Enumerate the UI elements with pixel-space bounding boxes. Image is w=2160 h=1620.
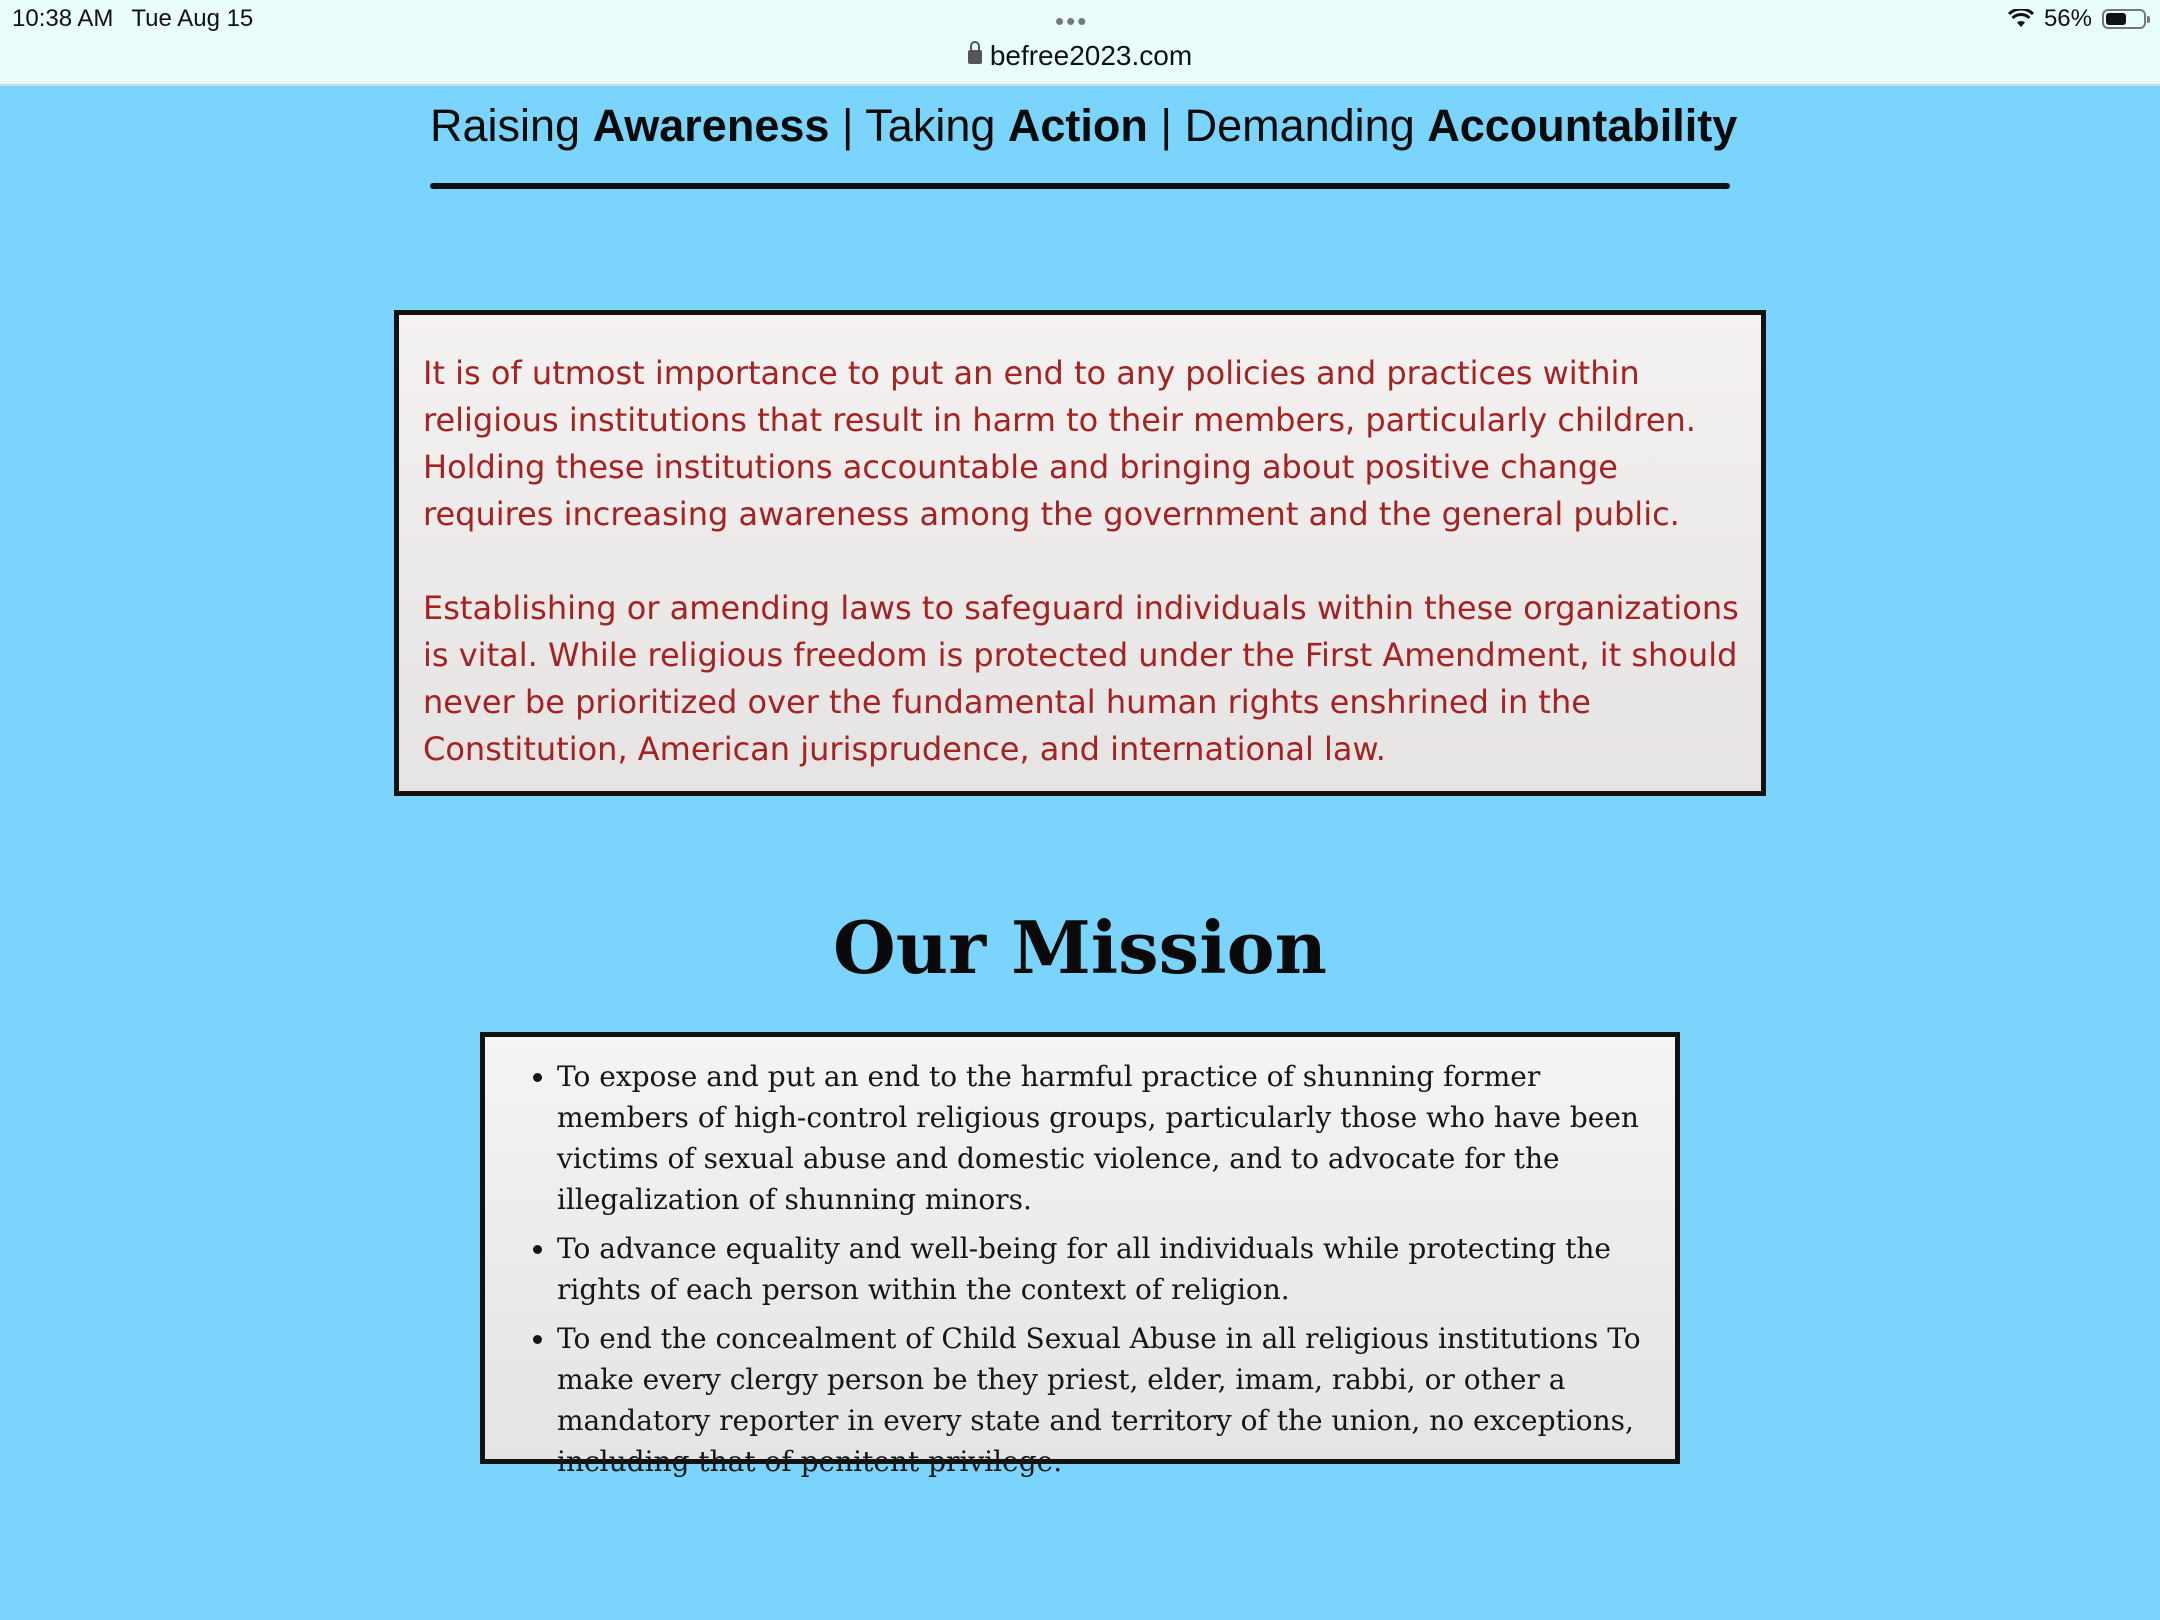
tagline-action: Action xyxy=(1007,100,1148,151)
status-indicators xyxy=(2008,5,2146,33)
more-dots-icon[interactable]: ••• xyxy=(1055,6,1089,36)
tagline-divider xyxy=(430,183,1730,189)
tagline-awareness: Awareness xyxy=(592,100,830,151)
tagline-taking: Taking xyxy=(865,100,1008,151)
lock-icon xyxy=(968,50,982,64)
tagline-demanding: Demanding xyxy=(1184,100,1428,151)
address-bar[interactable] xyxy=(0,40,2160,72)
mission-item: • To end the concealment of Child Sexual Abuse in all religious institutions To make every clergy person be they priest, elder, imam, rabbi, or other a mandatory reporter in every state and territory of the union, no exceptions, including that of penitent privilege. xyxy=(557,1318,1657,1482)
battery-icon xyxy=(2102,9,2146,29)
mission-list-box xyxy=(480,1032,1680,1478)
tagline-accountability: Accountability xyxy=(1427,100,1738,151)
url-text[interactable]: befree2023.com xyxy=(989,40,1193,71)
wifi-icon xyxy=(2008,9,2034,29)
battery-percent: 56% xyxy=(2043,5,2092,32)
battery-level-fill xyxy=(2106,13,2126,25)
intro-statement-box xyxy=(394,310,1766,796)
mission-heading: Our Mission xyxy=(833,905,1327,990)
tagline-separator: | xyxy=(1147,100,1185,151)
intro-paragraph: Establishing or amending laws to safeguard individuals within these organizations is vital. While religious freedom is protected under the First Amendment, it should never be prioritized over the fundamental human rights enshrined in the Constitution, American jurisprudence, and international law. xyxy=(423,589,1739,768)
tagline xyxy=(430,100,1738,152)
intro-paragraph: It is of utmost importance to put an end to any policies and practices within religious institutions that result in harm to their members, particularly children. Holding these institutions accountable and bringing about positive change requires increasing awareness among the government and the general public. xyxy=(423,354,1696,533)
status-time: 10:38 AM xyxy=(12,5,114,32)
status-time-date xyxy=(12,5,253,33)
mission-item: • To expose and put an end to the harmful practice of shunning former members of high-control religious groups, particularly those who have been victims of sexual abuse and domestic violence, and to advocate for the illegalization of shunning minors. xyxy=(557,1056,1657,1220)
mission-list xyxy=(485,1056,1657,1482)
tagline-separator: | xyxy=(829,100,866,151)
status-date: Tue Aug 15 xyxy=(131,5,254,32)
tagline-raising: Raising xyxy=(430,100,593,151)
mission-item: • To advance equality and well-being for all individuals while protecting the rights of each person within the context of religion. xyxy=(557,1228,1657,1310)
browser-status-bar xyxy=(0,0,2160,86)
